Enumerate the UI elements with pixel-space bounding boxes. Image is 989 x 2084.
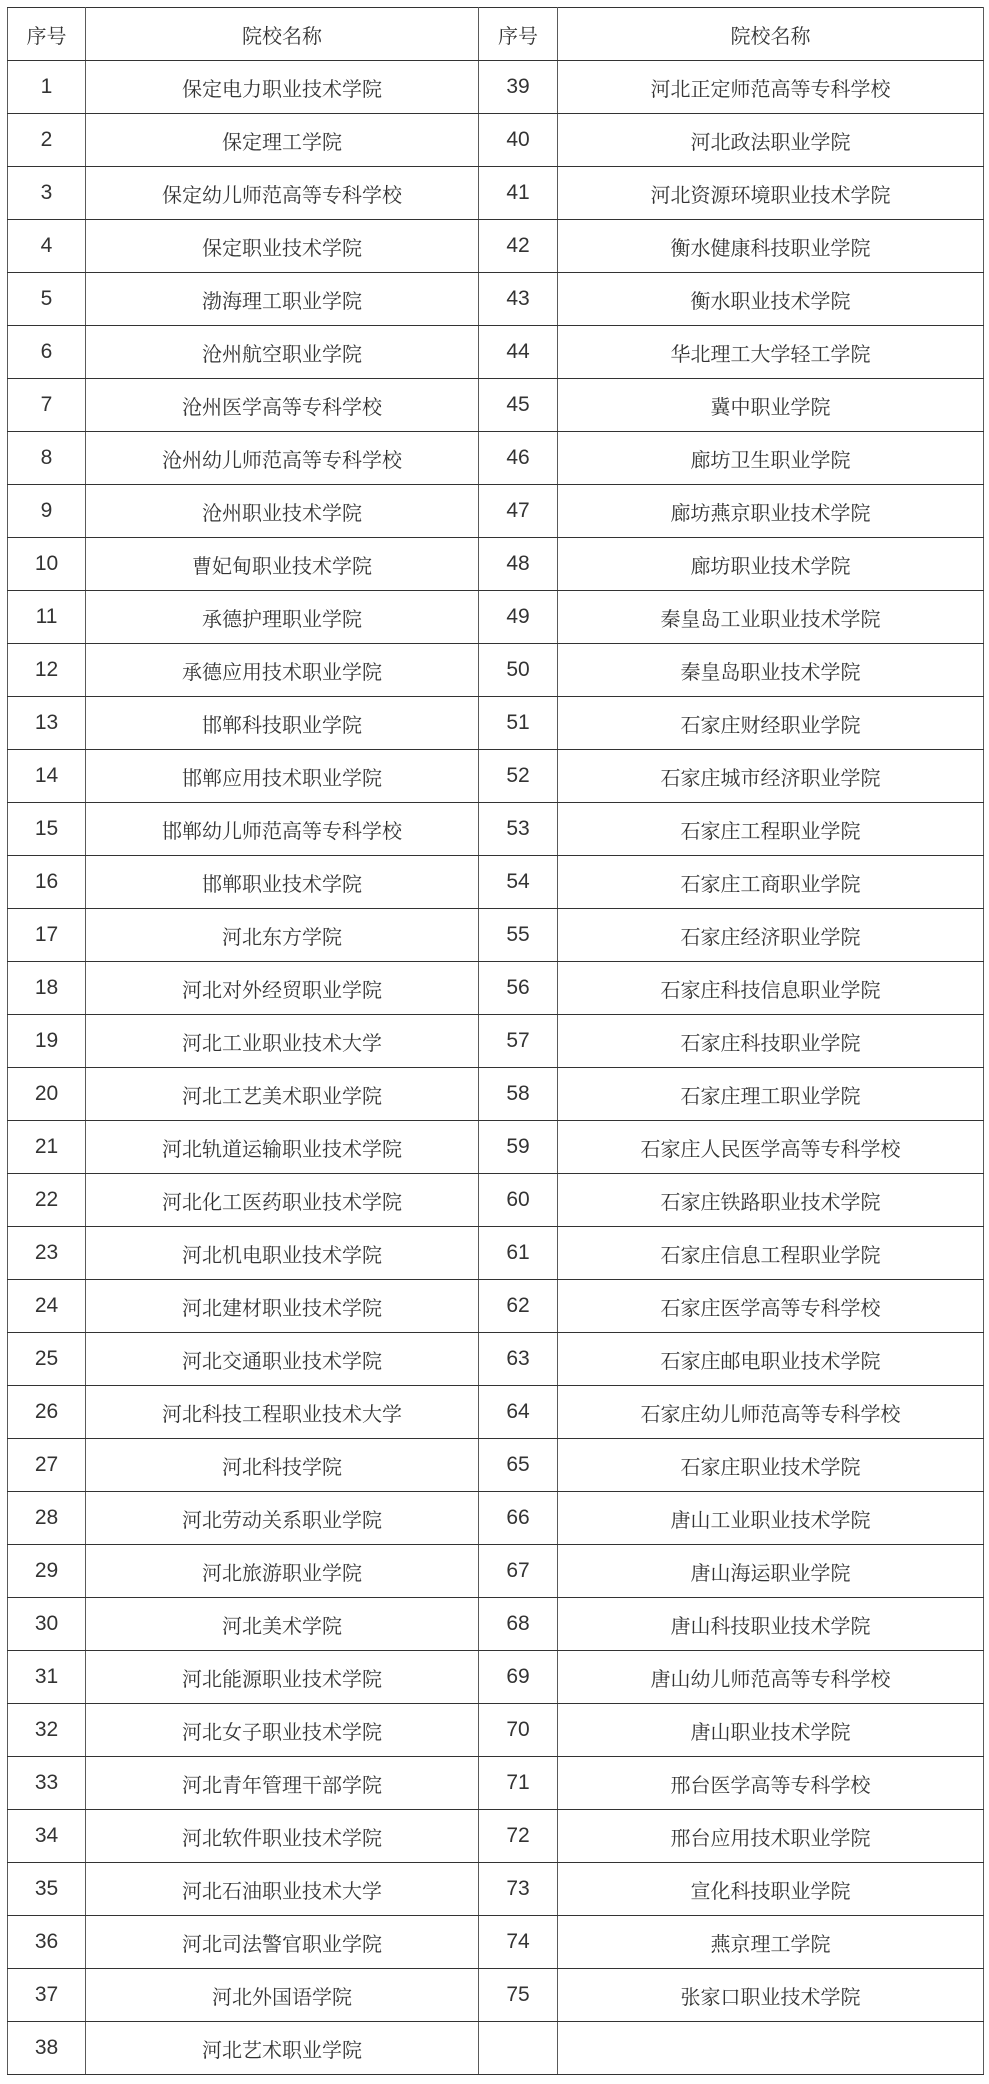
school-name-cell <box>558 2022 984 2075</box>
table-row <box>8 1545 984 1598</box>
serial-number-cell: 3 <box>8 167 86 220</box>
serial-number-cell: 14 <box>8 750 86 803</box>
school-name-cell: 河北正定师范高等专科学校 <box>558 61 984 114</box>
table-row <box>8 644 984 697</box>
serial-number-cell: 20 <box>8 1068 86 1121</box>
serial-number-cell: 36 <box>8 1916 86 1969</box>
school-name-cell: 河北外国语学院 <box>86 1969 479 2022</box>
school-name-cell: 河北东方学院 <box>86 909 479 962</box>
serial-number-cell <box>479 2022 558 2075</box>
school-list-table <box>7 7 984 2075</box>
school-name-cell: 廊坊职业技术学院 <box>558 538 984 591</box>
school-name-cell: 宣化科技职业学院 <box>558 1863 984 1916</box>
table-row <box>8 326 984 379</box>
school-name-cell: 河北科技学院 <box>86 1439 479 1492</box>
school-name-cell: 唐山工业职业技术学院 <box>558 1492 984 1545</box>
serial-number-cell: 13 <box>8 697 86 750</box>
school-name-cell: 石家庄财经职业学院 <box>558 697 984 750</box>
table-row <box>8 856 984 909</box>
school-name-cell: 沧州航空职业学院 <box>86 326 479 379</box>
serial-number-cell: 73 <box>479 1863 558 1916</box>
school-name-cell: 石家庄邮电职业技术学院 <box>558 1333 984 1386</box>
table-row <box>8 167 984 220</box>
table-row <box>8 1598 984 1651</box>
serial-number-cell: 15 <box>8 803 86 856</box>
school-name-cell: 河北旅游职业学院 <box>86 1545 479 1598</box>
school-name-cell: 石家庄经济职业学院 <box>558 909 984 962</box>
serial-number-cell: 49 <box>479 591 558 644</box>
table-row <box>8 1333 984 1386</box>
serial-number-cell: 41 <box>479 167 558 220</box>
serial-number-cell: 72 <box>479 1810 558 1863</box>
serial-number-cell: 47 <box>479 485 558 538</box>
serial-number-cell: 12 <box>8 644 86 697</box>
table-row <box>8 909 984 962</box>
school-name-cell: 河北机电职业技术学院 <box>86 1227 479 1280</box>
school-name-cell: 邯郸科技职业学院 <box>86 697 479 750</box>
school-name-cell: 石家庄幼儿师范高等专科学校 <box>558 1386 984 1439</box>
serial-number-cell: 25 <box>8 1333 86 1386</box>
serial-number-cell: 67 <box>479 1545 558 1598</box>
school-name-cell: 河北对外经贸职业学院 <box>86 962 479 1015</box>
school-name-cell: 河北建材职业技术学院 <box>86 1280 479 1333</box>
school-name-cell: 邢台医学高等专科学校 <box>558 1757 984 1810</box>
serial-number-cell: 40 <box>479 114 558 167</box>
table-row <box>8 803 984 856</box>
serial-number-cell: 32 <box>8 1704 86 1757</box>
school-name-cell: 河北软件职业技术学院 <box>86 1810 479 1863</box>
header-school-name-right: 院校名称 <box>558 8 984 61</box>
table-row <box>8 1810 984 1863</box>
serial-number-cell: 2 <box>8 114 86 167</box>
table-row <box>8 1174 984 1227</box>
school-name-cell: 河北资源环境职业技术学院 <box>558 167 984 220</box>
school-name-cell: 邯郸幼儿师范高等专科学校 <box>86 803 479 856</box>
serial-number-cell: 24 <box>8 1280 86 1333</box>
school-name-cell: 唐山幼儿师范高等专科学校 <box>558 1651 984 1704</box>
school-name-cell: 石家庄工商职业学院 <box>558 856 984 909</box>
serial-number-cell: 19 <box>8 1015 86 1068</box>
serial-number-cell: 43 <box>479 273 558 326</box>
school-name-cell: 河北女子职业技术学院 <box>86 1704 479 1757</box>
serial-number-cell: 68 <box>479 1598 558 1651</box>
serial-number-cell: 11 <box>8 591 86 644</box>
serial-number-cell: 21 <box>8 1121 86 1174</box>
school-name-cell: 石家庄职业技术学院 <box>558 1439 984 1492</box>
serial-number-cell: 9 <box>8 485 86 538</box>
serial-number-cell: 27 <box>8 1439 86 1492</box>
table-body <box>8 61 984 2075</box>
table-row <box>8 1492 984 1545</box>
school-name-cell: 保定理工学院 <box>86 114 479 167</box>
school-name-cell: 曹妃甸职业技术学院 <box>86 538 479 591</box>
serial-number-cell: 17 <box>8 909 86 962</box>
table-row <box>8 750 984 803</box>
school-name-cell: 衡水职业技术学院 <box>558 273 984 326</box>
school-name-cell: 石家庄科技职业学院 <box>558 1015 984 1068</box>
serial-number-cell: 38 <box>8 2022 86 2075</box>
serial-number-cell: 28 <box>8 1492 86 1545</box>
school-name-cell: 河北劳动关系职业学院 <box>86 1492 479 1545</box>
table-row <box>8 591 984 644</box>
table-row <box>8 1015 984 1068</box>
serial-number-cell: 26 <box>8 1386 86 1439</box>
serial-number-cell: 71 <box>479 1757 558 1810</box>
school-name-cell: 河北科技工程职业技术大学 <box>86 1386 479 1439</box>
school-name-cell: 廊坊燕京职业技术学院 <box>558 485 984 538</box>
serial-number-cell: 22 <box>8 1174 86 1227</box>
school-name-cell: 承德应用技术职业学院 <box>86 644 479 697</box>
table-row <box>8 379 984 432</box>
school-name-cell: 秦皇岛工业职业技术学院 <box>558 591 984 644</box>
serial-number-cell: 39 <box>479 61 558 114</box>
school-name-cell: 唐山科技职业技术学院 <box>558 1598 984 1651</box>
serial-number-cell: 50 <box>479 644 558 697</box>
serial-number-cell: 59 <box>479 1121 558 1174</box>
serial-number-cell: 18 <box>8 962 86 1015</box>
school-name-cell: 石家庄人民医学高等专科学校 <box>558 1121 984 1174</box>
serial-number-cell: 54 <box>479 856 558 909</box>
school-name-cell: 石家庄城市经济职业学院 <box>558 750 984 803</box>
table-row <box>8 697 984 750</box>
serial-number-cell: 69 <box>479 1651 558 1704</box>
school-name-cell: 唐山海运职业学院 <box>558 1545 984 1598</box>
table-row <box>8 1121 984 1174</box>
school-name-cell: 河北美术学院 <box>86 1598 479 1651</box>
serial-number-cell: 33 <box>8 1757 86 1810</box>
serial-number-cell: 65 <box>479 1439 558 1492</box>
table-row <box>8 1227 984 1280</box>
serial-number-cell: 6 <box>8 326 86 379</box>
serial-number-cell: 62 <box>479 1280 558 1333</box>
school-name-cell: 廊坊卫生职业学院 <box>558 432 984 485</box>
serial-number-cell: 53 <box>479 803 558 856</box>
serial-number-cell: 56 <box>479 962 558 1015</box>
table-row <box>8 2022 984 2075</box>
serial-number-cell: 1 <box>8 61 86 114</box>
table-row <box>8 1386 984 1439</box>
school-list-table-container <box>7 7 983 2075</box>
school-name-cell: 衡水健康科技职业学院 <box>558 220 984 273</box>
serial-number-cell: 4 <box>8 220 86 273</box>
table-row <box>8 114 984 167</box>
school-name-cell: 河北艺术职业学院 <box>86 2022 479 2075</box>
school-name-cell: 秦皇岛职业技术学院 <box>558 644 984 697</box>
serial-number-cell: 42 <box>479 220 558 273</box>
serial-number-cell: 46 <box>479 432 558 485</box>
school-name-cell: 冀中职业学院 <box>558 379 984 432</box>
table-row <box>8 1068 984 1121</box>
serial-number-cell: 30 <box>8 1598 86 1651</box>
school-name-cell: 燕京理工学院 <box>558 1916 984 1969</box>
serial-number-cell: 61 <box>479 1227 558 1280</box>
school-name-cell: 邢台应用技术职业学院 <box>558 1810 984 1863</box>
school-name-cell: 河北司法警官职业学院 <box>86 1916 479 1969</box>
table-row <box>8 485 984 538</box>
serial-number-cell: 7 <box>8 379 86 432</box>
serial-number-cell: 16 <box>8 856 86 909</box>
school-name-cell: 河北交通职业技术学院 <box>86 1333 479 1386</box>
school-name-cell: 河北能源职业技术学院 <box>86 1651 479 1704</box>
table-row <box>8 1863 984 1916</box>
school-name-cell: 河北工业职业技术大学 <box>86 1015 479 1068</box>
serial-number-cell: 45 <box>479 379 558 432</box>
table-row <box>8 1651 984 1704</box>
school-name-cell: 河北政法职业学院 <box>558 114 984 167</box>
header-school-name-left: 院校名称 <box>86 8 479 61</box>
serial-number-cell: 8 <box>8 432 86 485</box>
table-row <box>8 61 984 114</box>
serial-number-cell: 51 <box>479 697 558 750</box>
school-name-cell: 沧州医学高等专科学校 <box>86 379 479 432</box>
serial-number-cell: 57 <box>479 1015 558 1068</box>
serial-number-cell: 48 <box>479 538 558 591</box>
serial-number-cell: 63 <box>479 1333 558 1386</box>
serial-number-cell: 35 <box>8 1863 86 1916</box>
serial-number-cell: 66 <box>479 1492 558 1545</box>
table-row <box>8 538 984 591</box>
serial-number-cell: 75 <box>479 1969 558 2022</box>
school-name-cell: 渤海理工职业学院 <box>86 273 479 326</box>
serial-number-cell: 31 <box>8 1651 86 1704</box>
school-name-cell: 河北石油职业技术大学 <box>86 1863 479 1916</box>
school-name-cell: 唐山职业技术学院 <box>558 1704 984 1757</box>
table-row <box>8 1916 984 1969</box>
school-name-cell: 保定职业技术学院 <box>86 220 479 273</box>
table-row <box>8 1704 984 1757</box>
serial-number-cell: 70 <box>479 1704 558 1757</box>
school-name-cell: 河北工艺美术职业学院 <box>86 1068 479 1121</box>
school-name-cell: 石家庄工程职业学院 <box>558 803 984 856</box>
school-name-cell: 沧州职业技术学院 <box>86 485 479 538</box>
serial-number-cell: 64 <box>479 1386 558 1439</box>
school-name-cell: 沧州幼儿师范高等专科学校 <box>86 432 479 485</box>
serial-number-cell: 23 <box>8 1227 86 1280</box>
serial-number-cell: 44 <box>479 326 558 379</box>
table-row <box>8 1280 984 1333</box>
school-name-cell: 张家口职业技术学院 <box>558 1969 984 2022</box>
header-serial-number-left: 序号 <box>8 8 86 61</box>
header-serial-number-right: 序号 <box>479 8 558 61</box>
school-name-cell: 承德护理职业学院 <box>86 591 479 644</box>
serial-number-cell: 29 <box>8 1545 86 1598</box>
school-name-cell: 石家庄医学高等专科学校 <box>558 1280 984 1333</box>
table-row <box>8 1969 984 2022</box>
school-name-cell: 邯郸应用技术职业学院 <box>86 750 479 803</box>
school-name-cell: 河北化工医药职业技术学院 <box>86 1174 479 1227</box>
table-header-row <box>8 8 984 61</box>
serial-number-cell: 60 <box>479 1174 558 1227</box>
school-name-cell: 邯郸职业技术学院 <box>86 856 479 909</box>
serial-number-cell: 52 <box>479 750 558 803</box>
table-row <box>8 220 984 273</box>
serial-number-cell: 10 <box>8 538 86 591</box>
school-name-cell: 石家庄铁路职业技术学院 <box>558 1174 984 1227</box>
serial-number-cell: 58 <box>479 1068 558 1121</box>
serial-number-cell: 34 <box>8 1810 86 1863</box>
school-name-cell: 石家庄理工职业学院 <box>558 1068 984 1121</box>
serial-number-cell: 37 <box>8 1969 86 2022</box>
table-row <box>8 962 984 1015</box>
school-name-cell: 石家庄科技信息职业学院 <box>558 962 984 1015</box>
serial-number-cell: 5 <box>8 273 86 326</box>
serial-number-cell: 74 <box>479 1916 558 1969</box>
table-row <box>8 1757 984 1810</box>
school-name-cell: 保定幼儿师范高等专科学校 <box>86 167 479 220</box>
school-name-cell: 保定电力职业技术学院 <box>86 61 479 114</box>
table-row <box>8 273 984 326</box>
serial-number-cell: 55 <box>479 909 558 962</box>
school-name-cell: 河北轨道运输职业技术学院 <box>86 1121 479 1174</box>
table-row <box>8 432 984 485</box>
school-name-cell: 石家庄信息工程职业学院 <box>558 1227 984 1280</box>
table-row <box>8 1439 984 1492</box>
school-name-cell: 河北青年管理干部学院 <box>86 1757 479 1810</box>
school-name-cell: 华北理工大学轻工学院 <box>558 326 984 379</box>
